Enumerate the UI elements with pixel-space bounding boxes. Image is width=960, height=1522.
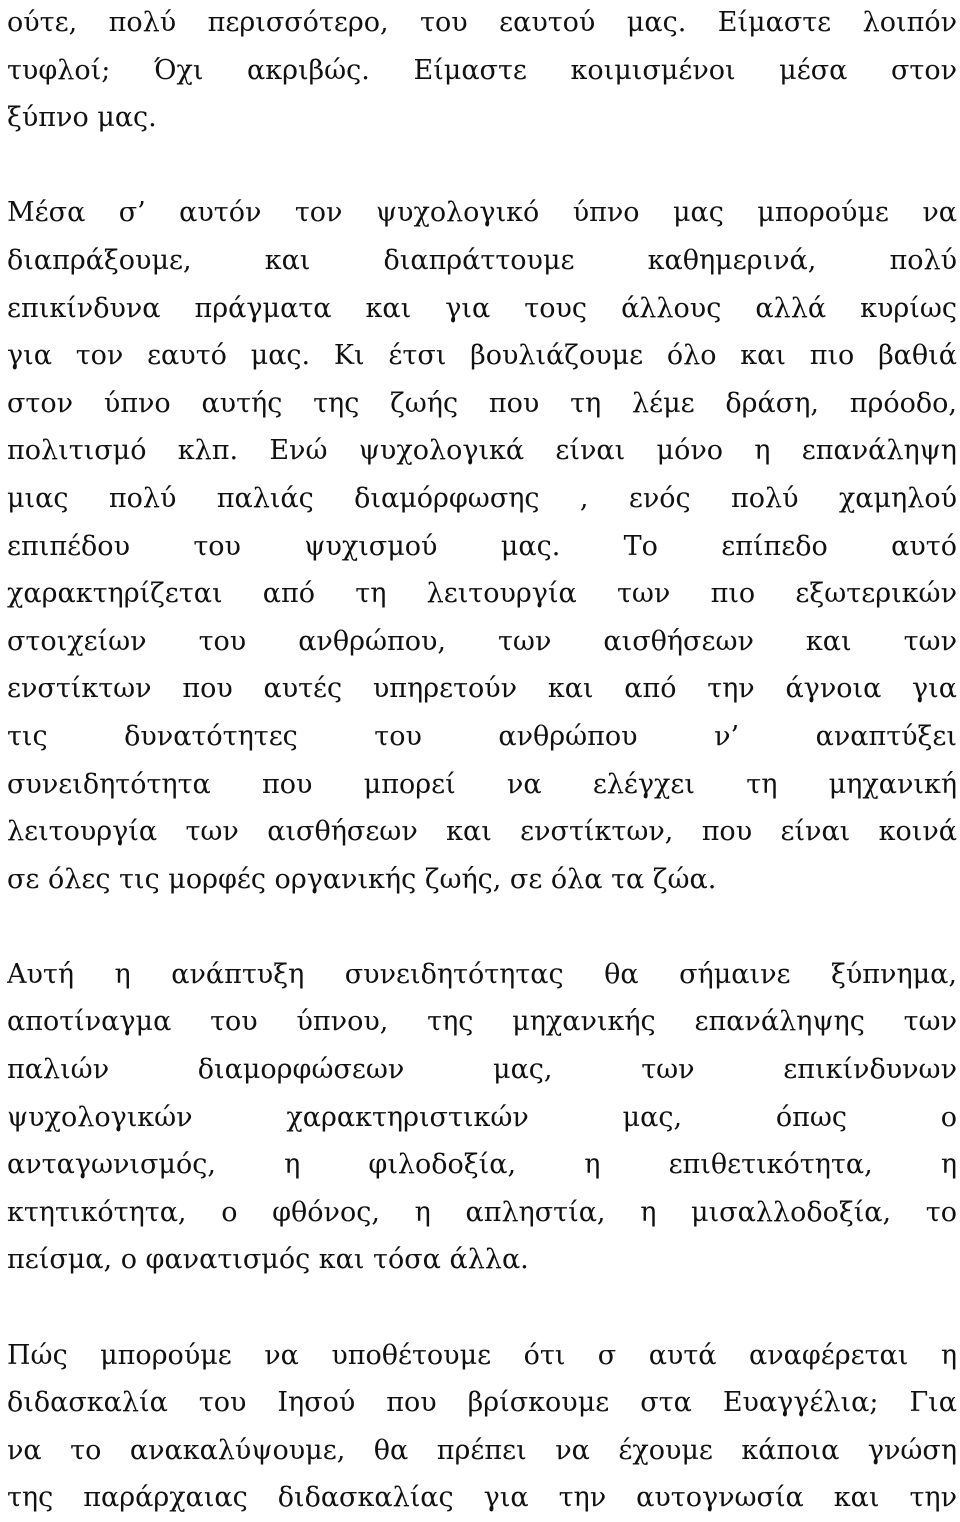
text-line: μιας πολύ παλιάς διαμόρφωσης , ενός πολύ χαμηλού [7, 482, 957, 514]
text-line: Αυτή η ανάπτυξη συνειδητότητας θα σήμαινε ξύπνημα, [7, 958, 957, 990]
text-line: ούτε, πολύ περισσότερο, του εαυτού μας. Είμαστε λοιπόν [7, 7, 957, 38]
text-line: λειτουργία των αισθήσεων και ενστίκτων, που είναι κοινά [7, 816, 957, 848]
text-line: ανταγωνισμός, η φιλοδοξία, η επιθετικότητα, η [7, 1149, 957, 1181]
paragraph-1 [7, 0, 957, 142]
paragraph-4 [7, 1332, 957, 1522]
text-line: κτητικότητα, ο φθόνος, η απληστία, η μισαλλοδοξία, το [7, 1196, 957, 1228]
paragraph-gap [7, 903, 957, 951]
text-line: για τον εαυτό μας. Κι έτσι βουλιάζουμε όλο και πιο βαθιά [7, 340, 957, 372]
paragraph-2 [7, 189, 957, 903]
text-line: επικίνδυνα πράγματα και για τους άλλους αλλά κυρίως [7, 292, 957, 324]
paragraph-gap [7, 1284, 957, 1332]
text-line: στον ύπνο αυτής της ζωής που τη λέμε δράση, πρόοδο, [7, 387, 957, 419]
text-line: ξύπνο μας. [7, 102, 157, 134]
text-line: αποτίναγμα του ύπνου, της μηχανικής επανάληψης των [7, 1006, 957, 1038]
text-line: τις δυνατότητες του ανθρώπου ν’ αναπτύξει [7, 720, 957, 752]
text-line: της παράρχαιας διδασκαλίας για την αυτογνωσία και την [7, 1482, 957, 1514]
text-line: πείσμα, ο φανατισμός και τόσα άλλα. [7, 1244, 529, 1276]
text-line: Πώς μπορούμε να υποθέτουμε ότι σ αυτά αναφέρεται η [7, 1339, 957, 1371]
text-line: σε όλες τις μορφές οργανικής ζωής, σε όλα τα ζώα. [7, 863, 717, 895]
text-line: ενστίκτων που αυτές υπηρετούν και από την άγνοια για [7, 673, 957, 705]
paragraph-3 [7, 951, 957, 1284]
text-line: να το ανακαλύψουμε, θα πρέπει να έχουμε κάποια γνώση [7, 1434, 957, 1466]
paragraph-gap [7, 142, 957, 190]
text-line: διαπράξουμε, και διαπράττουμε καθημερινά, πολύ [7, 244, 957, 276]
text-line: τυφλοί; Όχι ακριβώς. Είμαστε κοιμισμένοι μέσα στον [7, 54, 957, 86]
text-line: παλιών διαμορφώσεων μας, των επικίνδυνων [7, 1054, 957, 1086]
text-line: ψυχολογικών χαρακτηριστικών μας, όπως ο [7, 1101, 957, 1133]
text-line: συνειδητότητα που μπορεί να ελέγχει τη μηχανική [7, 768, 957, 800]
text-line: διδασκαλία του Ιησού που βρίσκουμε στα Ευαγγέλια; Για [7, 1387, 957, 1419]
text-line: επιπέδου του ψυχισμού μας. Το επίπεδο αυτό [7, 530, 957, 562]
text-line: Μέσα σ’ αυτόν τον ψυχολογικό ύπνο μας μπορούμε να [7, 197, 957, 229]
text-line: πολιτισμό κλπ. Ενώ ψυχολογικά είναι μόνο η επανάληψη [7, 435, 957, 467]
text-line: στοιχείων του ανθρώπου, των αισθήσεων και των [7, 625, 957, 657]
text-line: χαρακτηρίζεται από τη λειτουργία των πιο εξωτερικών [7, 578, 957, 610]
